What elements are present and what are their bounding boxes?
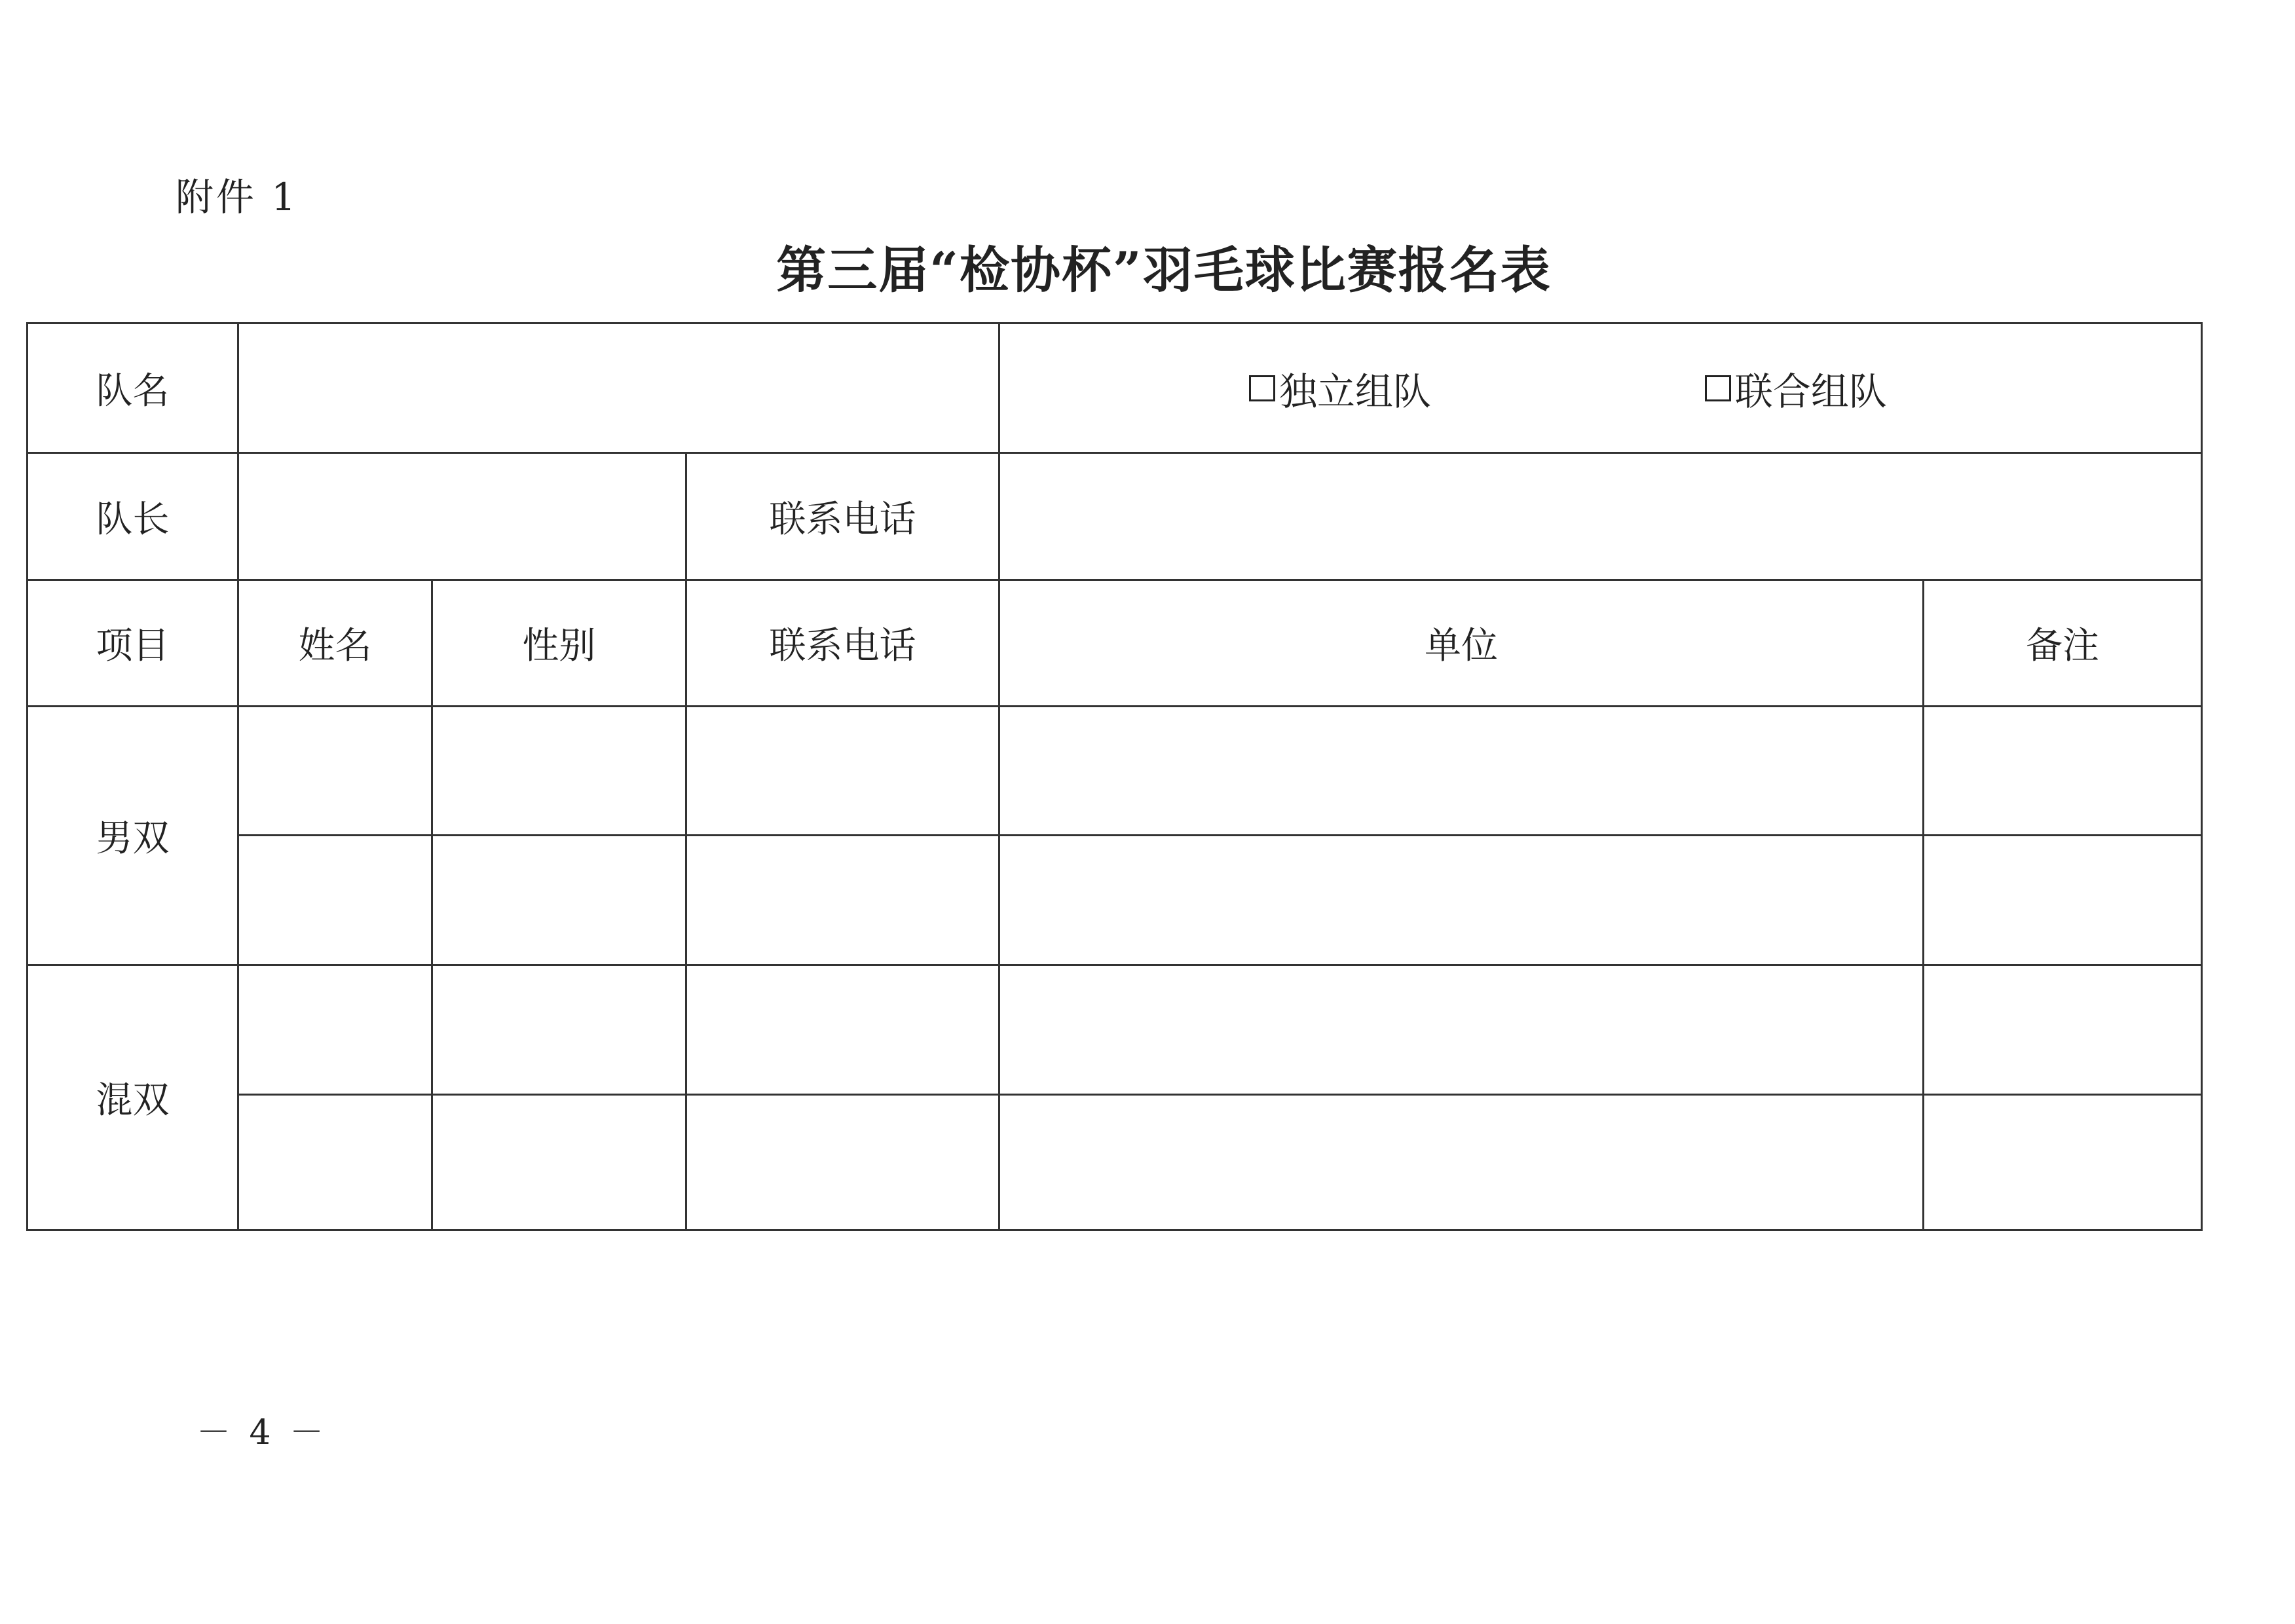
event-mixed-doubles-label: 混双 xyxy=(28,965,238,1230)
remarks-cell[interactable] xyxy=(1924,836,2202,965)
captain-label: 队长 xyxy=(28,453,238,580)
independent-team-label: 独立组队 xyxy=(1279,369,1432,414)
column-header-phone: 联系电话 xyxy=(686,580,999,707)
phone-cell[interactable] xyxy=(686,1095,999,1230)
column-header-row xyxy=(28,580,2202,707)
unit-cell[interactable] xyxy=(999,707,1924,836)
gender-cell[interactable] xyxy=(432,836,686,965)
page-number: － 4 － xyxy=(196,1413,328,1452)
name-cell[interactable] xyxy=(238,836,432,965)
joint-team-checkbox[interactable] xyxy=(1705,375,1731,401)
captain-phone-field[interactable] xyxy=(999,453,2202,580)
column-header-event: 项目 xyxy=(28,580,238,707)
captain-name-field[interactable] xyxy=(238,453,686,580)
team-name-row xyxy=(28,323,2202,453)
table-row xyxy=(28,1095,2202,1230)
unit-cell[interactable] xyxy=(999,1095,1924,1230)
independent-team-checkbox[interactable] xyxy=(1249,375,1275,401)
remarks-cell[interactable] xyxy=(1924,965,2202,1095)
event-mens-doubles-label: 男双 xyxy=(28,707,238,965)
attachment-label: 附件 1 xyxy=(176,175,299,219)
remarks-cell[interactable] xyxy=(1924,707,2202,836)
team-name-field[interactable] xyxy=(238,323,999,453)
phone-cell[interactable] xyxy=(686,965,999,1095)
phone-cell[interactable] xyxy=(686,707,999,836)
gender-cell[interactable] xyxy=(432,707,686,836)
joint-team-option[interactable] xyxy=(1705,361,1887,416)
registration-table xyxy=(26,322,2203,1231)
table-row xyxy=(28,836,2202,965)
column-header-remarks: 备注 xyxy=(1924,580,2202,707)
joint-team-label: 联合组队 xyxy=(1734,369,1887,414)
column-header-gender: 性别 xyxy=(432,580,686,707)
unit-cell[interactable] xyxy=(999,836,1924,965)
independent-team-option[interactable] xyxy=(1249,361,1431,416)
table-row xyxy=(28,707,2202,836)
name-cell[interactable] xyxy=(238,1095,432,1230)
form-title: 第三届“检协杯”羽毛球比赛报名表 xyxy=(776,241,1552,299)
gender-cell[interactable] xyxy=(432,1095,686,1230)
name-cell[interactable] xyxy=(238,707,432,836)
unit-cell[interactable] xyxy=(999,965,1924,1095)
column-header-unit: 单位 xyxy=(999,580,1924,707)
gender-cell[interactable] xyxy=(432,965,686,1095)
remarks-cell[interactable] xyxy=(1924,1095,2202,1230)
phone-cell[interactable] xyxy=(686,836,999,965)
team-type-cell xyxy=(999,323,2202,453)
name-cell[interactable] xyxy=(238,965,432,1095)
table-row xyxy=(28,965,2202,1095)
captain-row xyxy=(28,453,2202,580)
captain-phone-label: 联系电话 xyxy=(686,453,999,580)
team-name-label: 队名 xyxy=(28,323,238,453)
column-header-name: 姓名 xyxy=(238,580,432,707)
